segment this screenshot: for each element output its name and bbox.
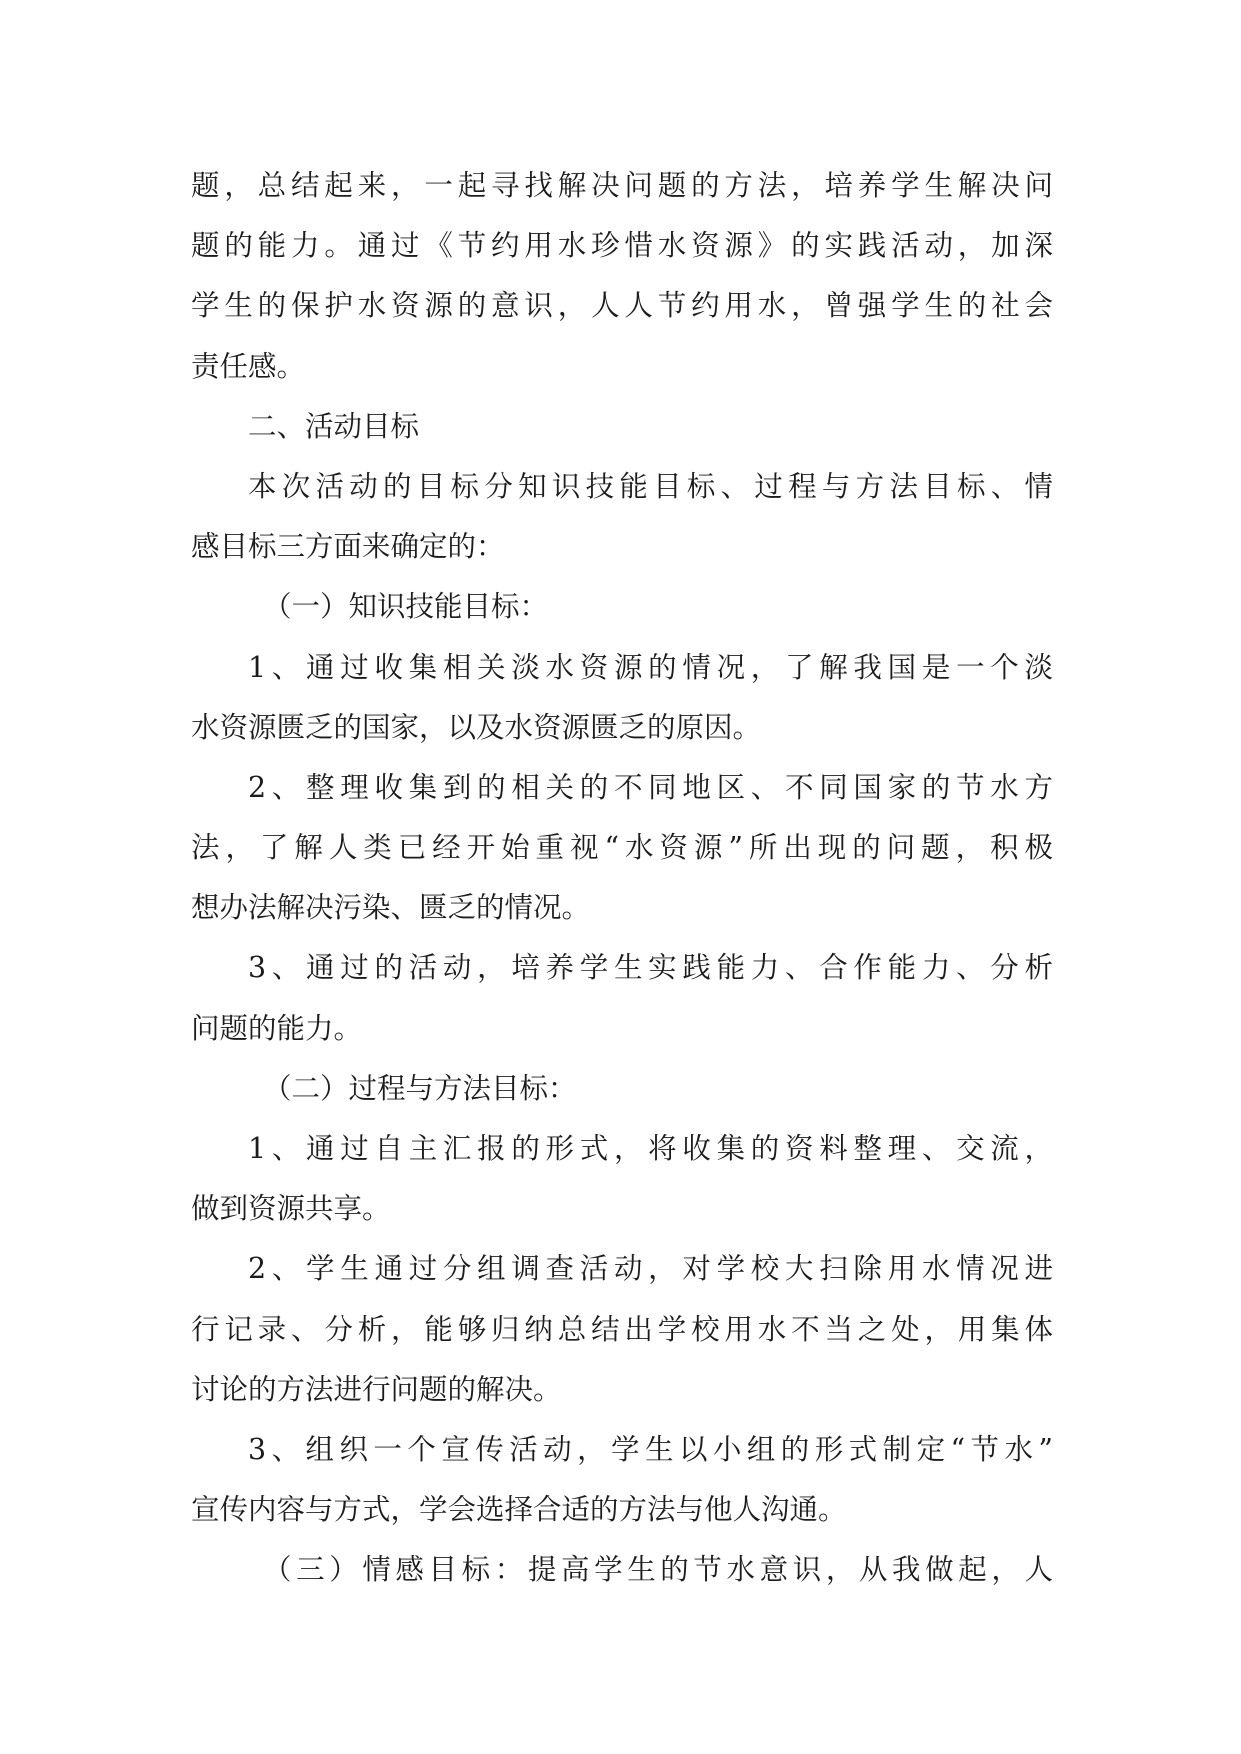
text-line: 二、活动目标: [248, 409, 420, 443]
text-line: 感目标三方面来确定的：: [191, 530, 505, 564]
text-line: 想办法解决污染、匮乏的情况。: [191, 891, 591, 925]
text-line: 水资源匮乏的国家，以及水资源匮乏的原因。: [191, 710, 762, 744]
text-line: 2、整理收集到的相关的不同地区、不同国家的节水方: [248, 770, 1053, 804]
text-line: 责任感。: [191, 349, 306, 383]
text-line: 题，总结起来，一起寻找解决问题的方法，培养学生解决问: [191, 169, 1053, 202]
text-line: 题的能力。通过《节约用水珍惜水资源》的实践活动，加深: [191, 229, 1053, 263]
text-line: 3、通过的活动，培养学生实践能力、合作能力、分析: [248, 951, 1053, 985]
text-line: （一）知识技能目标：: [263, 590, 549, 624]
text-line: 1、通过自主汇报的形式，将收集的资料整理、交流，: [248, 1132, 1053, 1165]
text-line: 做到资源共享。: [191, 1192, 391, 1226]
text-line: 法，了解人类已经开始重视“水资源”所出现的问题，积极: [191, 831, 1053, 865]
text-line: 3、组织一个宣传活动，学生以小组的形式制定“节水”: [248, 1432, 1053, 1466]
text-line: 问题的能力。: [191, 1011, 363, 1045]
text-line: 宣传内容与方式，学会选择合适的方法与他人沟通。: [191, 1493, 847, 1527]
text-line: 学生的保护水资源的意识，人人节约用水，曾强学生的社会: [191, 289, 1053, 323]
text-line: 行记录、分析，能够归纳总结出学校用水不当之处，用集体: [191, 1312, 1053, 1346]
text-line: 本次活动的目标分知识技能目标、过程与方法目标、情: [248, 469, 1053, 503]
text-line: 2、学生通过分组调查活动，对学校大扫除用水情况进: [248, 1252, 1053, 1286]
document-body: [191, 156, 1053, 1601]
text-line: （二）过程与方法目标：: [263, 1071, 577, 1105]
text-line: （三）情感目标：提高学生的节水意识，从我做起，人: [263, 1553, 1053, 1587]
text-line: 1、通过收集相关淡水资源的情况，了解我国是一个淡: [248, 650, 1053, 684]
text-line: 讨论的方法进行问题的解决。: [191, 1372, 562, 1406]
